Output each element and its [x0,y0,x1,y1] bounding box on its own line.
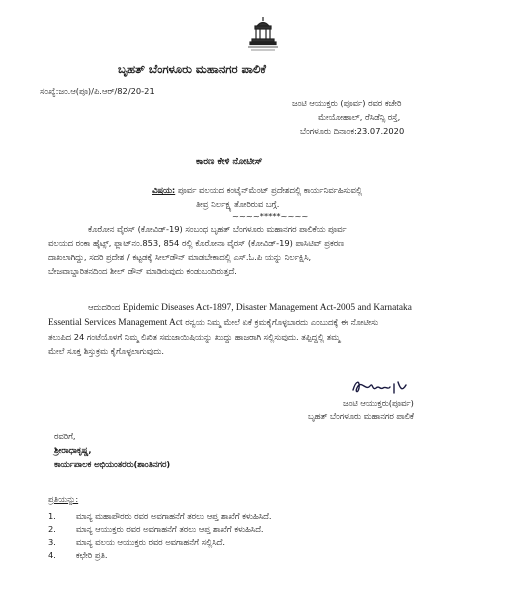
subject-label: ವಿಷಯ: [152,185,176,195]
org-name: ಬೃಹತ್ ಬೆಂಗಳೂರು ಮಹಾನಗರ ಪಾಲಿಕೆ [118,62,266,76]
reference-number: ಸಂಖ್ಯೆ:ಜಂ.ಆ(ಪೂ)/ಪಿ.ಆರ್/82/20-21 [40,86,155,96]
signatory-designation: ಜಂಟಿ ಆಯುಕ್ತರು(ಪೂರ್ವ) [343,398,414,408]
office-date: ಬೆಂಗಳೂರು ದಿನಾಂಕ:23.07.2020 [300,126,405,136]
para1-line: ದಾಖಲಾಗಿದ್ದು, ಸದರಿ ಪ್ರದೇಶ / ಕಟ್ಟಡಕ್ಕೆ ಸೀಲ್‌ಡೌನ್ ಮಾಡಬೇಕಾದಲ್ಲಿ ಎಸ್.ಓ.ಪಿ ಯನ್ನು ನಿರ್ಲಕ್ಷಿಸಿ, [48,252,312,262]
recipient-name: ಶ್ರೀರಾಧಾಕೃಷ್ಣ, [54,445,92,455]
para2-line: Essential Services Management Act ರನ್ವಯ ನಿಮ್ಮ ಮೇಲೆ ಏಕೆ ಕ್ರಮಕೈಗೊಳ್ಳಬಾರದು ಎಂಬುದಕ್ಕೆ ಈ ನೋಟೀಸು [48,317,379,328]
recipient-salutation: ರವರಿಗೆ, [54,431,76,441]
copy-item: 2. ಮಾನ್ಯ ಆಯುಕ್ತರು ರವರ ಅವಗಾಹನೆಗೆ ತರಲು ಆಪ್ತ ಶಾಖೆಗೆ ಕಳುಹಿಸಿದೆ. [48,524,264,534]
office-line-2: ಮೇಯೋಹಾಲ್, ರೆಸಿಡೆನ್ಸಿ ರಸ್ತೆ, [318,112,401,122]
recipient-designation: ಕಾರ್ಯಪಾಲಕ ಅಭಿಯಂತರರು(ಶಾಂತಿನಗರ) [54,459,171,469]
subject-line-1: ವಿಷಯ: ಪೂರ್ವ ವಲಯದ ಕಂಟೈನ್‌ಮೆಂಟ್ ಪ್ರದೇಶದಲ್ಲಿ ಕಾರ್ಯನಿರ್ವಹಿಸುವಲ್ಲಿ [152,185,363,195]
subject-line-2: ತೀವ್ರ ನಿರ್ಲಕ್ಷ್ಯ ತೋರಿರುವ ಬಗ್ಗೆ. [196,199,280,209]
para2-line: ಆದುದರಿಂದ Epidemic Diseases Act-1897, Disaster Management Act-2005 and Karnataka [88,302,412,313]
bbmp-emblem-icon [245,14,281,54]
notice-title: ಕಾರಣ ಕೇಳಿ ನೋಟೀಸ್ [196,157,263,167]
copies-label: ಪ್ರತಿಯನ್ನು: [48,494,79,504]
subject-divider: ~~~~*****~~~~ [232,211,309,221]
body-paragraph-1 [48,222,498,278]
signatory-organization: ಬೃಹತ್ ಬೆಂಗಳೂರು ಮಹಾನಗರ ಪಾಲಿಕೆ [308,411,414,421]
body-paragraph-2 [48,300,508,358]
acts-text: Essential Services Management Act [48,318,183,328]
copy-item: 4. ಕಛೇರಿ ಪ್ರತಿ. [48,550,108,560]
para1-line: ಬೇಜವಾಬ್ದಾರಿತನದಿಂದ ಶೀಲ್ ಡೌನ್ ಮಾಡಿರುವುದು ಕಂಡುಬಂದಿರುತ್ತದೆ. [48,266,237,276]
para2-line: ಮೇಲೆ ಸೂಕ್ತ ಶಿಸ್ತುಕ್ರಮ ಕೈಗೊಳ್ಳಲಾಗುವುದು. [48,346,165,356]
para2-line: ತಲುಪಿದ 24 ಗಂಟೆಯೊಳಗೆ ನಿಮ್ಮ ಲಿಖಿತ ಸಮಜಾಯಿಷಿಯನ್ನು ಖುದ್ದು ಹಾಜರಾಗಿ ಸಲ್ಲಿಸುವುದು. ತಪ್ಪಿದ್ದಲ್ಲಿ ತಮ್ಮ [48,332,341,342]
copy-item: 3. ಮಾನ್ಯ ವಲಯ ಆಯುಕ್ತರು ರವರ ಅವಗಾಹನೆಗೆ ಸಲ್ಲಿಸಿದೆ. [48,537,225,547]
signature-image [350,376,410,398]
copy-item: 1. ಮಾನ್ಯ ಮಹಾಪೌರರು ರವರ ಅವಗಾಹನೆಗೆ ತರಲು ಆಪ್ತ ಶಾಖೆಗೆ ಕಳುಹಿಸಿದೆ. [48,511,272,521]
para1-line: ಕೊರೋನ ವೈರಸ್ (ಕೋವಿಡ್-19) ಸಂಬಂಧ ಬೃಹತ್ ಬೆಂಗಳೂರು ಮಹಾನಗರ ಪಾಲಿಕೆಯ ಪೂರ್ವ [88,224,347,234]
para1-line: ವಲಯದ ರಂಕಾ ಹೈಟ್ಸ್, ಫ್ಲಾಟ್‌ನಂ.853, 854 ರಲ್ಲಿ ಕೊರೋನಾ ವೈರಸ್ (ಕೋವಿಡ್-19) ಪಾಸಿಟಿವ್ ಪ್ರಕರಣ [48,238,344,248]
acts-text: Epidemic Diseases Act-1897, Disaster Management Act-2005 and Karnataka [122,303,412,313]
office-line-1: ಜಂಟಿ ಆಯುಕ್ತರು (ಪೂರ್ವ) ರವರ ಕಚೇರಿ [292,98,402,108]
